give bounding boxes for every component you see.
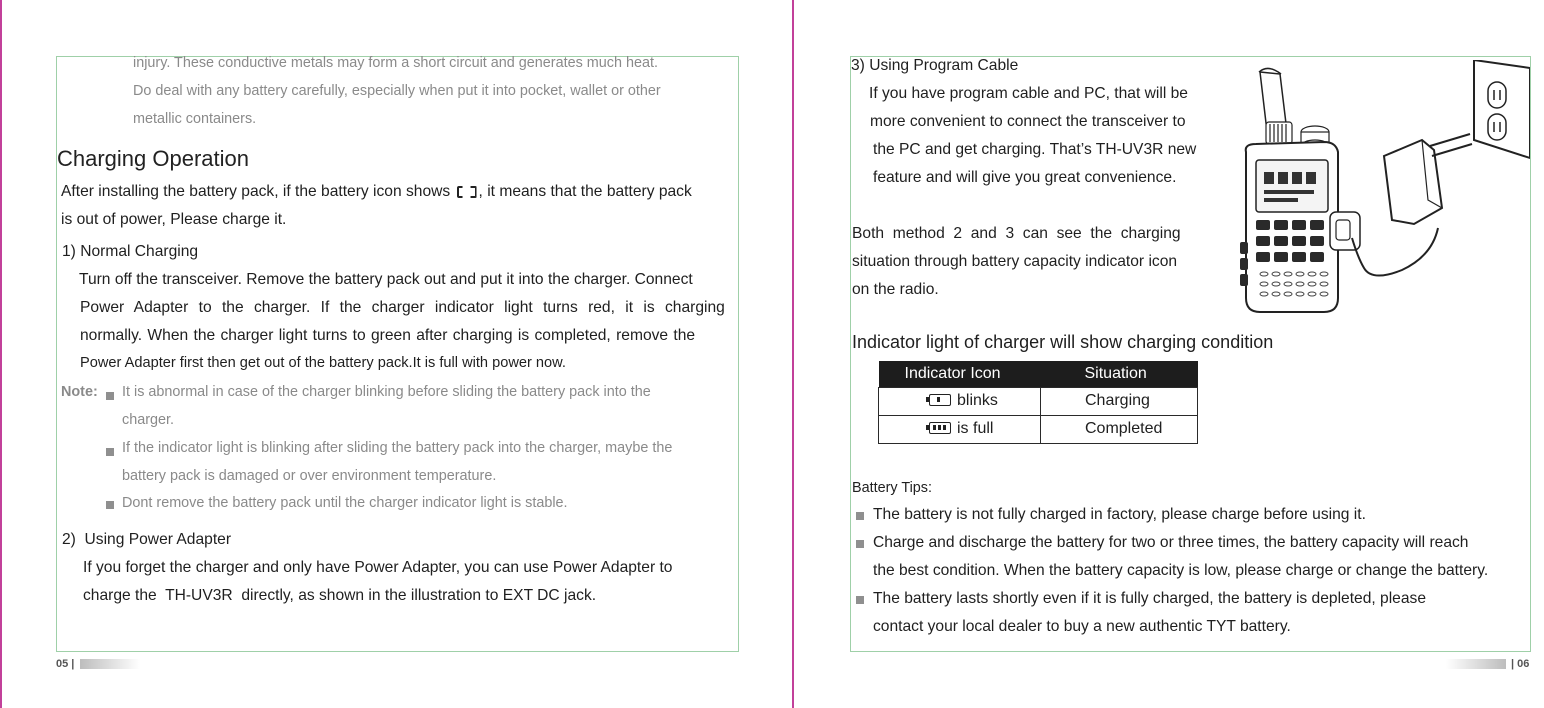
normal-charging-line-2: Power Adapter to the charger. If the charger indicator light turns red, it is charging <box>80 299 725 316</box>
power-adapter-line-2: charge the TH-UV3R directly, as shown in the illustration to EXT DC jack. <box>83 587 597 604</box>
normal-charging-line-3: normally. When the charger light turns to green after charging is completed, remove the <box>80 327 696 344</box>
indicator-cell <box>879 387 1041 415</box>
intro-para-line-1 <box>61 183 692 201</box>
indicator-table <box>878 361 1198 444</box>
normal-charging-line-1: Turn off the transceiver. Remove the battery pack out and put it into the charger. Connect <box>79 271 693 288</box>
tip-line-3: the best condition. When the battery capacity is low, please charge or change the battery. <box>873 562 1489 579</box>
page-number-left: 05 | <box>56 658 75 670</box>
intro-para-text-a: After installing the battery pack, if the battery icon shows <box>61 183 451 200</box>
empty-battery-icon <box>457 186 477 198</box>
note-bullet-3 <box>106 501 114 509</box>
outlet-socket-top <box>1488 82 1506 108</box>
battery-tips-title: Battery Tips: <box>852 480 932 496</box>
outlet-socket-bottom <box>1488 114 1506 140</box>
program-cable-line-1: If you have program cable and PC, that will be <box>869 85 1188 102</box>
note-line-2: charger. <box>122 412 174 428</box>
page-bar-left <box>80 659 140 669</box>
tip-bullet-3 <box>856 596 864 604</box>
battery-full-icon <box>929 422 951 434</box>
situation-cell: Charging <box>1041 387 1198 415</box>
indicator-cell <box>879 415 1041 443</box>
indicator-label: blinks <box>957 392 998 409</box>
charging-illustration <box>1232 60 1530 320</box>
method-line-1: Both method 2 and 3 can see the charging <box>852 225 1181 242</box>
power-adapter-title: 2) Using Power Adapter <box>62 531 232 548</box>
tip-bullet-2 <box>856 540 864 548</box>
program-cable-line-4: feature and will give you great convenience. <box>873 169 1177 186</box>
intro-line-1: injury. These conductive metals may form a short circuit and generates much heat. <box>133 55 658 71</box>
page-number-right: | 06 <box>1511 658 1530 670</box>
note-line-4: battery pack is damaged or over environment temperature. <box>122 468 497 484</box>
header-indicator-icon: Indicator Icon <box>879 361 1041 387</box>
charger-cable <box>1352 228 1438 276</box>
intro-para-text-b: , it means that the battery pack <box>478 183 692 200</box>
normal-charging-title: 1) Normal Charging <box>62 243 199 260</box>
indicator-table-header <box>879 361 1198 387</box>
table-row <box>879 415 1198 443</box>
intro-para-line-2: is out of power, Please charge it. <box>61 211 287 228</box>
program-cable-line-2: more convenient to connect the transceiver to <box>870 113 1186 130</box>
page-bar-right <box>1446 659 1506 669</box>
program-cable-line-3: the PC and get charging. That’s TH-UV3R new <box>873 141 1197 158</box>
intro-line-3: metallic containers. <box>133 111 257 127</box>
battery-one-bar-icon <box>929 394 951 406</box>
note-line-3: If the indicator light is blinking after sliding the battery pack into the charger, maybe the <box>122 440 673 456</box>
crop-mark-center <box>792 0 794 708</box>
power-adapter <box>1384 140 1442 224</box>
program-cable-title: 3) Using Program Cable <box>851 57 1019 74</box>
charging-operation-heading: Charging Operation <box>57 146 250 171</box>
intro-line-2: Do deal with any battery carefully, especially when put it into pocket, wallet or other <box>133 83 661 99</box>
note-label: Note: <box>61 384 98 400</box>
situation-cell: Completed <box>1041 415 1198 443</box>
table-row <box>879 387 1198 415</box>
indicator-heading: Indicator light of charger will show charging condition <box>852 332 1274 352</box>
crop-mark-left <box>0 0 2 708</box>
radio-display <box>1256 160 1328 212</box>
note-bullet-2 <box>106 448 114 456</box>
note-bullet-1 <box>106 392 114 400</box>
tip-line-4: The battery lasts shortly even if it is fully charged, the battery is depleted, please <box>873 590 1426 607</box>
tip-bullet-1 <box>856 512 864 520</box>
method-line-2: situation through battery capacity indicator icon <box>852 253 1178 270</box>
power-adapter-line-1: If you forget the charger and only have Power Adapter, you can use Power Adapter to <box>83 559 673 576</box>
note-line-1: It is abnormal in case of the charger blinking before sliding the battery pack into the <box>122 384 651 400</box>
tip-line-2: Charge and discharge the battery for two or three times, the battery capacity will reach <box>873 534 1469 551</box>
normal-charging-line-4: Power Adapter first then get out of the battery pack.It is full with power now. <box>80 355 566 371</box>
tip-line-1: The battery is not fully charged in factory, please charge before using it. <box>873 506 1366 523</box>
tip-line-5: contact your local dealer to buy a new authentic TYT battery. <box>873 618 1291 635</box>
method-line-3: on the radio. <box>852 281 939 298</box>
header-situation: Situation <box>1041 361 1198 387</box>
indicator-label: is full <box>957 420 994 437</box>
wall-outlet-plate <box>1474 60 1530 158</box>
note-line-5: Dont remove the battery pack until the charger indicator light is stable. <box>122 495 568 511</box>
